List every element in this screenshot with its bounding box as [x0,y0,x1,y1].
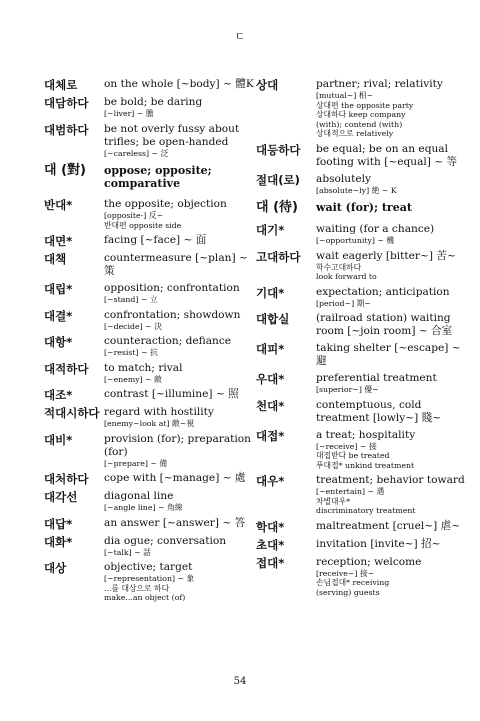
sub-note: [~decide] ~ 決 [104,321,162,331]
entry-body [104,164,259,190]
entry-body [316,250,471,282]
headword: 대비* [44,432,73,447]
dictionary-entry [256,538,471,552]
dictionary-entry [256,223,471,246]
sub-note: 차별대우* [316,496,351,506]
headword: 대적하다 [44,361,89,376]
sub-note: 대접받다 be treated [316,451,390,460]
entry-body [104,535,259,558]
entry-body [104,198,259,230]
entry-body [104,282,259,305]
entry-body [316,286,471,309]
dictionary-entry [44,282,259,305]
sub-note: 반대편 opposite side [104,220,182,230]
definition: invitation [invite~] 招~ [316,537,441,550]
sub-note: 상대편 the opposite party [316,100,414,110]
headword: 학대* [256,519,285,534]
sub-note: [absolute~ly] 絶 ~ K [316,185,397,195]
headword: 대합실 [256,312,290,326]
definition: a treat; hospitality [316,428,416,441]
headword: 대립* [44,282,73,296]
entry-body [316,78,471,139]
dictionary-entry [44,535,259,558]
definition: cope with [~manage] ~ 處 [104,472,246,484]
headword: 대항* [44,335,73,349]
headword: 상대 [256,78,279,92]
sub-note: [period~] 期~ [316,298,371,308]
sub-note: [~receive] ~ 接 [316,441,377,451]
headword: 대등하다 [256,142,301,157]
dictionary-entry [256,312,471,338]
dictionary-entry [44,309,259,332]
dictionary-entry [256,286,471,309]
dictionary-entry [44,517,259,531]
dictionary-entry [44,198,259,230]
entry-body [104,335,259,358]
headword: 우대* [256,372,285,386]
definition: (railroad station) waiting room [~join room] ~ 合室 [316,312,453,337]
definition: counteraction; defiance [104,335,232,347]
definition: waiting (for a chance) [316,223,435,235]
entry-body [316,223,471,246]
dictionary-entry [256,78,471,139]
entry-body [316,538,471,552]
definition: countermeasure [~plan] ~ 策 [104,252,248,277]
definition: opposition; confrontation [104,282,240,294]
sub-note: 학수고대하다 [316,262,362,272]
definition: be equal; be on an equal footing with [~equal] ~ 等 [316,142,458,168]
sub-note: [superior~] 優~ [316,385,379,394]
headword: 접대* [256,555,285,570]
sub-note: 상대적으로 relatively [316,129,394,138]
sub-note: [~angle line] ~ 角線 [104,503,183,512]
entry-body [104,472,259,486]
dictionary-entry [44,561,259,603]
sub-note: [~entertain] ~ 遇 [316,487,385,496]
entry-body [104,78,259,92]
headword: 대결* [44,308,73,323]
headword: 대책 [44,252,67,266]
entry-body [316,342,471,368]
sub-note: [opposite-] 反~ [104,211,164,220]
definition: taking shelter [~escape] ~ 避 [316,342,461,367]
headword: 대처하다 [44,472,89,486]
section-heading [44,164,259,190]
dictionary-entry [256,399,471,425]
entry-body [316,372,471,395]
sub-note: [~resist] ~ 抗 [104,348,158,357]
dictionary-entry [44,490,259,513]
definition: expectation; anticipation [316,285,450,298]
dictionary-entry [44,433,259,469]
sub-note: (serving) guests [316,587,380,597]
dictionary-entry [256,429,471,471]
entry-body [316,429,471,471]
dictionary-entry [256,250,471,282]
sub-note: [enemy~look at] 敵~視 [104,419,195,428]
entry-body [104,234,259,248]
headword: 절대(로) [256,172,300,187]
entry-body [316,520,471,534]
headword: 대기* [256,223,285,237]
dictionary-entry [256,474,471,516]
sub-note: look forward to [316,272,377,281]
right-column [256,78,471,601]
entry-body [316,556,471,598]
dictionary-entry [256,342,471,368]
sub-note: discriminatory treatment [316,506,416,515]
definition: on the whole [~body] ~ 體K [104,78,254,90]
headword: 대체로 [44,78,78,92]
dictionary-entry [256,372,471,395]
definition: facing [~face] ~ 面 [104,234,207,246]
sub-note: [~careless] ~ 泛 [104,148,169,158]
definition: the opposite; objection [104,198,227,210]
entry-body [104,490,259,513]
headword: 대상 [44,561,67,575]
headword: 대우* [256,474,285,488]
entry-body [316,474,471,516]
definition: oppose; opposite; comparative [104,164,212,190]
sub-note: make...an object (of) [104,593,186,602]
headword: 반대* [44,198,73,212]
sub-note: 상대하다 keep company [316,110,406,119]
headword: 대피* [256,342,285,356]
definition: be not overly fussy about trifles; be open-handed [104,122,240,148]
entry-body [104,388,259,402]
definition: absolutely [316,172,372,185]
headword: 초대* [256,537,285,552]
definition: an answer [~answer] ~ 答 [104,516,246,529]
entry-body [316,312,471,338]
definition: objective; target [104,561,193,573]
dictionary-entry [256,520,471,534]
sub-note: [~talk] ~ 話 [104,547,151,557]
headword: 적대시하다 [44,406,100,420]
entry-body [104,561,259,603]
entry-body [104,362,259,385]
headword: 기대* [256,285,285,300]
definition: wait (for); treat [316,201,412,214]
sub-note: [~prepare] ~ 備 [104,458,168,468]
sub-note: [~liver] ~ 膽 [104,109,154,118]
entry-body [104,309,259,332]
definition: diagonal line [104,490,174,502]
dictionary-entry [44,406,259,429]
headword: 대 (待) [256,200,298,215]
headword: 고대하다 [256,249,301,264]
definition: maltreatment [cruel~] 虐~ [316,519,461,532]
entry-body [104,433,259,469]
definition: reception; welcome [316,555,422,568]
sub-note: 푸대접* unkind treatment [316,460,415,470]
sub-note: ...를 대상으로 하다 [104,583,170,593]
headword: 대접* [256,428,285,443]
sub-note: [~opportunity] ~ 機 [316,236,395,245]
definition: to match; rival [104,361,183,374]
headword: 대화* [44,534,73,549]
definition: be bold; be daring [104,96,203,108]
section-heading [256,201,471,215]
page-number: 54 [233,676,247,687]
dictionary-entry [44,472,259,486]
left-column [44,78,259,607]
dictionary-entry [256,143,471,169]
sub-note: 손님접대* receiving [316,578,390,587]
headword: 대범하다 [44,122,89,137]
headword: 대각선 [44,490,78,504]
sub-note: [~enemy] ~ 敵 [104,374,162,384]
definition: regard with hostility [104,406,214,418]
sub-note: (with); contend (with) [316,119,403,129]
headword: 대조* [44,388,73,402]
entry-body [316,201,471,215]
entry-body [104,123,259,159]
dictionary-entry [44,335,259,358]
sub-note: [mutual~] 相~ [316,91,374,100]
dictionary-entry [256,173,471,196]
entry-body [104,252,259,278]
dictionary-entry [44,252,259,278]
definition: confrontation; showdown [104,308,241,321]
definition: wait eagerly [bitter~] 苦~ [316,249,456,262]
section-letter-header: ㄷ [234,30,246,43]
entry-body [316,399,471,425]
definition: dia ogue; conversation [104,534,227,547]
dictionary-entry [44,234,259,248]
definition: preferential treatment [316,372,437,384]
definition: partner; rival; relativity [316,78,443,90]
dictionary-entry [44,362,259,385]
sub-note: [receive~] 接~ [316,568,375,578]
headword: 대 (對) [44,163,86,178]
dictionary-entry [44,388,259,402]
definition: treatment; behavior toward [316,474,465,486]
dictionary-entry [44,78,259,92]
entry-body [104,517,259,531]
definition: contemptuous, cold treatment [lowly~] 賤~ [316,398,442,424]
definition: provision (for); preparation (for) [104,432,251,458]
dictionary-entry [44,123,259,159]
headword: 대담하다 [44,96,89,110]
headword: 대답* [44,516,73,531]
headword: 천대* [256,398,285,413]
sub-note: [~representation] ~ 象 [104,574,195,583]
dictionary-entry [256,556,471,598]
entry-body [104,406,259,429]
headword: 대면* [44,234,73,248]
sub-note: [~stand] ~ 立 [104,295,158,304]
dictionary-entry [44,96,259,119]
entry-body [316,173,471,196]
entry-body [316,143,471,169]
definition: contrast [~illumine] ~ 照 [104,388,239,400]
entry-body [104,96,259,119]
